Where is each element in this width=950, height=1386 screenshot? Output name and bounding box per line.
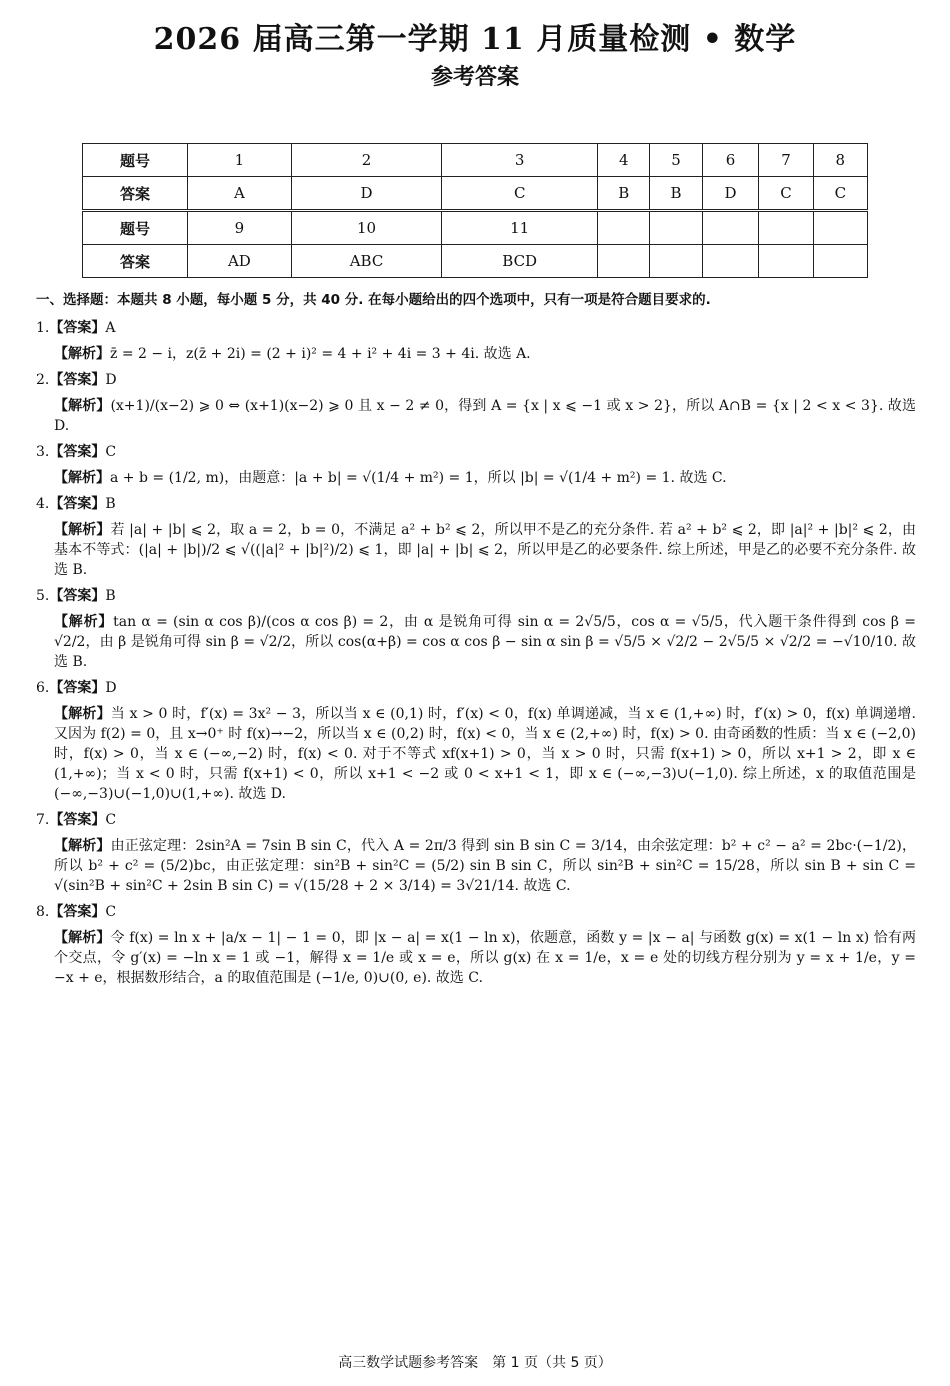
question-number: 3. — [36, 444, 50, 460]
question-7 — [36, 810, 916, 896]
page-footer: 高三数学试题参考答案 第 1 页（共 5 页） — [338, 1355, 612, 1371]
explanation-text: (x+1)/(x−2) ⩾ 0 ⇔ (x+1)(x−2) ⩾ 0 且 x − 2 ≠ 0，得到 A = {x | x ⩽ −1 或 x > 2}，所以 A∩B = {x | 2 < x < 3}. 故选 D. — [54, 398, 916, 434]
table-cell: 4 — [598, 144, 650, 177]
question-6 — [36, 678, 916, 804]
explanation-text: 当 x > 0 时，f′(x) = 3x² − 3，所以当 x ∈ (0,1) 时，f′(x) < 0，f(x) 单调递减，当 x ∈ (1,+∞) 时，f′(x) > 0，f(x) 单调递增. 又因为 f(2) = 0，且 x→0⁺ 时 f(x)→−2，所以当 x ∈ (0,2) 时，f(x) < 0，当 x ∈ (2,+∞) 时，f(x) > 0. 由奇函数的性质：当 x ∈ (−2,0) 时，f(x) > 0，当 x ∈ (−∞,−2) 时，f(x) < 0. 对于不等式 xf(x+1) > 0，当 x > 0 时，只需 f(x+1) > 0，所以 x+1 > 2，即 x ∈ (1,+∞)；当 x < 0 时，只需 f(x+1) < 0，所以 x+1 < −2 或 0 < x+1 < 1，即 x ∈ (−∞,−3)∪(−1,0). 综上所述，x 的取值范围是 (−∞,−3)∪(−1,0)∪(1,+∞). 故选 D. — [54, 706, 916, 802]
answer-tag: 【答案】 — [49, 812, 106, 828]
table-cell: 8 — [813, 144, 867, 177]
table-cell: C — [813, 177, 867, 211]
question-number: 4. — [36, 496, 50, 512]
answer-value: B — [105, 588, 116, 604]
table-cell: 11 — [442, 211, 598, 245]
question-4 — [36, 494, 916, 580]
table-cell: 7 — [759, 144, 813, 177]
answer-value: D — [105, 372, 117, 388]
answer-value: B — [105, 496, 116, 512]
answer-tag: 【答案】 — [49, 588, 106, 604]
table-cell: 1 — [188, 144, 292, 177]
question-number: 5. — [36, 588, 50, 604]
table-cell — [650, 211, 702, 245]
table-cell — [702, 211, 759, 245]
answer-tag: 【答案】 — [49, 680, 106, 696]
table-cell — [650, 245, 702, 278]
explanation-tag: 【解析】 — [54, 838, 111, 854]
explanation-tag: 【解析】 — [54, 930, 111, 946]
table-cell: A — [188, 177, 292, 211]
question-8 — [36, 902, 916, 988]
explanation-text: 由正弦定理：2sin²A = 7sin B sin C，代入 A = 2π/3 得到 sin B sin C = 3/14，由余弦定理：b² + c² − a² = 2bc·(−1/2)，所以 b² + c² = (5/2)bc，由正弦定理：sin²B + sin²C = (5/2) sin B sin C，所以 sin²B + sin²C = 15/28，所以 sin B + sin C = √(sin²B + sin²C + 2sin B sin C) = √(15/28 + 2 × 3/14) = 3√21/14. 故选 C. — [54, 838, 916, 894]
explanation-text: 令 f(x) = ln x + |a/x − 1| − 1 = 0，即 |x − a| = x(1 − ln x)，依题意，函数 y = |x − a| 与函数 g(x) = x(1 − ln x) 恰有两个交点，令 g′(x) = −ln x = 1 或 −1，解得 x = 1/e 或 x = e，所以 g(x) 在 x = 1/e，x = e 处的切线方程分别为 y = x + 1/e，y = −x + e，根据数形结合，a 的取值范围是 (−1/e, 0)∪(0, e). 故选 C. — [54, 930, 917, 986]
table-cell: 9 — [188, 211, 292, 245]
table-cell: D — [702, 177, 759, 211]
question-3 — [36, 442, 916, 488]
table-cell — [759, 245, 813, 278]
table-row — [83, 211, 868, 245]
section-heading: 一、选择题：本题共 8 小题，每小题 5 分，共 40 分. 在每小题给出的四个选项中，只有一项是符合题目要求的. — [36, 292, 711, 308]
table-cell: 5 — [650, 144, 702, 177]
row-label: 答案 — [83, 245, 188, 278]
page-title: 2026 届高三第一学期 11 月质量检测 • 数学 — [153, 22, 797, 57]
answer-table — [82, 143, 868, 278]
answer-value: C — [105, 444, 117, 460]
table-cell — [702, 245, 759, 278]
table-cell — [813, 211, 867, 245]
table-cell: 10 — [291, 211, 442, 245]
question-5 — [36, 586, 916, 672]
page-subtitle: 参考答案 — [430, 64, 519, 90]
answer-value: A — [105, 320, 116, 336]
answer-value: C — [105, 904, 117, 920]
question-number: 7. — [36, 812, 50, 828]
table-cell: 2 — [291, 144, 442, 177]
table-row — [83, 245, 868, 278]
row-label: 题号 — [83, 211, 188, 245]
explanation-text: 若 |a| + |b| ⩽ 2，取 a = 2，b = 0，不满足 a² + b² ⩽ 2，所以甲不是乙的充分条件. 若 a² + b² ⩽ 2，即 |a|² + |b|² ⩽ 2，由基本不等式：(|a| + |b|)/2 ⩽ √((|a|² + |b|²)/2) ⩽ 1，即 |a| + |b| ⩽ 2，所以甲是乙的必要条件. 综上所述，甲是乙的必要不充分条件. 故选 B. — [54, 522, 917, 578]
table-cell: 3 — [442, 144, 598, 177]
explanation-tag: 【解析】 — [54, 706, 111, 722]
explanation-text: tan α = (sin α cos β)/(cos α cos β) = 2，由 α 是锐角可得 sin α = 2√5/5，cos α = √5/5，代入题干条件得到 cos β = √2/2，由 β 是锐角可得 sin β = √2/2，所以 cos(α+β) = cos α cos β − sin α sin β = √5/5 × √2/2 − 2√5/5 × √2/2 = −√10/10. 故选 B. — [54, 614, 916, 670]
table-row — [83, 144, 868, 177]
answer-content — [36, 290, 916, 994]
question-number: 1. — [36, 320, 50, 336]
explanation-tag: 【解析】 — [54, 470, 110, 486]
explanation-tag: 【解析】 — [54, 398, 111, 414]
table-row — [83, 177, 868, 211]
question-number: 6. — [36, 680, 50, 696]
question-number: 8. — [36, 904, 50, 920]
answer-tag: 【答案】 — [49, 496, 106, 512]
answer-value: C — [105, 812, 117, 828]
table-cell: B — [650, 177, 702, 211]
table-cell — [598, 245, 650, 278]
explanation-tag: 【解析】 — [54, 614, 114, 630]
table-cell: ABC — [291, 245, 442, 278]
table-cell: AD — [188, 245, 292, 278]
explanation-tag: 【解析】 — [54, 346, 110, 362]
answer-value: D — [105, 680, 117, 696]
table-cell — [759, 211, 813, 245]
table-cell: BCD — [442, 245, 598, 278]
table-cell: B — [598, 177, 650, 211]
table-cell: C — [759, 177, 813, 211]
explanation-text: a + b = (1/2, m)，由题意：|a + b| = √(1/4 + m²) = 1，所以 |b| = √(1/4 + m²) = 1. 故选 C. — [110, 470, 727, 486]
table-cell: 6 — [702, 144, 759, 177]
table-cell — [813, 245, 867, 278]
table-cell: C — [442, 177, 598, 211]
table-cell — [598, 211, 650, 245]
answer-tag: 【答案】 — [49, 904, 106, 920]
row-label: 答案 — [83, 177, 188, 211]
table-cell: D — [291, 177, 442, 211]
answer-tag: 【答案】 — [49, 444, 106, 460]
answer-tag: 【答案】 — [49, 320, 106, 336]
explanation-tag: 【解析】 — [54, 522, 111, 538]
row-label: 题号 — [83, 144, 188, 177]
explanation-text: z̄ = 2 − i，z(z̄ + 2i) = (2 + i)² = 4 + i² + 4i = 3 + 4i. 故选 A. — [110, 346, 531, 362]
question-1 — [36, 318, 916, 364]
question-number: 2. — [36, 372, 50, 388]
question-2 — [36, 370, 916, 436]
answer-tag: 【答案】 — [49, 372, 106, 388]
